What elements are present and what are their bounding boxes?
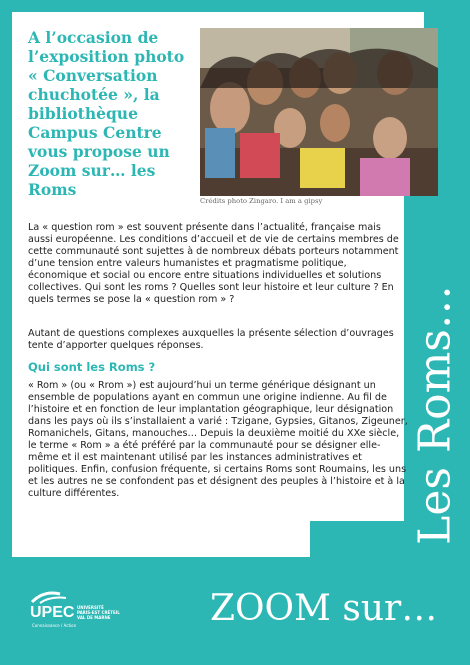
exhibition-photo <box>200 28 438 196</box>
panel-corner-notch <box>310 521 404 557</box>
logo-arc-icon <box>30 588 70 604</box>
zoom-title: ZOOM sur… <box>210 588 438 629</box>
intro-text: A l’occasion de l’exposition photo « Conversation chuchotée », la bibliothèque Campus Centre vous propose un Zoom sur… les Roms <box>28 28 185 199</box>
logo-sub-line-2: PARIS-EST CRÉTEIL <box>77 610 120 615</box>
side-title <box>404 270 466 560</box>
logo-tagline: Connaissance / Action <box>32 623 77 628</box>
photo-credit: Crédits photo Zingaro. I am a gipsy <box>200 197 323 205</box>
logo-sub-line-1: UNIVERSITÉ <box>77 605 104 610</box>
side-title-text: Les Roms… <box>409 285 461 545</box>
section-title: Qui sont les Roms ? <box>28 360 156 374</box>
body-paragraph-3: « Rom » (ou « Rrom ») est aujourd’hui un terme générique désignant un ensemble de populations ayant en commun une origine indienne. Au fil de l’histoire et en fonction de leur implantation géographique, leur désignation dans les pays où ils s’installaient a varié : Tzigane, Gypsies, Gitanos, Zigeuner, Romanichels, Gitans, manouches… Depuis la deuxième moitié du XXe siècle, le terme « Rom » a été préféré par la communauté pour se désigner elle-même et il est maintenant utilisé par les instances administratives et politiques. Enfin, confusion fréquente, si certains Roms sont Roumains, les uns et les autres ne se confondent pas et désignent des peuples à l’histoire et à la culture différentes. <box>28 380 408 499</box>
body-paragraph-2: Autant de questions complexes auxquelles la présente sélection d’ouvrages tente d’apporter quelques réponses. <box>28 328 394 351</box>
logo-subtitle <box>77 605 120 620</box>
body-paragraph-1: La « question rom » est souvent présente dans l’actualité, française mais aussi européenne. Les conditions d’accueil et de vie de certains membres de cette communauté sont sujettes à de nombreux débats porteurs notamment d’une tension entre valeurs humanistes et pragmatisme politique, économique et social ou encore entre situations individuelles et solutions collectives. Qui sont les roms ? Quelles sont leur histoire et leur culture ? En quels termes se pose la « question rom » ? <box>28 222 399 305</box>
logo-sub-line-3: VAL DE MARNE <box>77 615 111 620</box>
upec-logo <box>30 588 140 638</box>
logo-name: UPEC <box>30 604 75 621</box>
